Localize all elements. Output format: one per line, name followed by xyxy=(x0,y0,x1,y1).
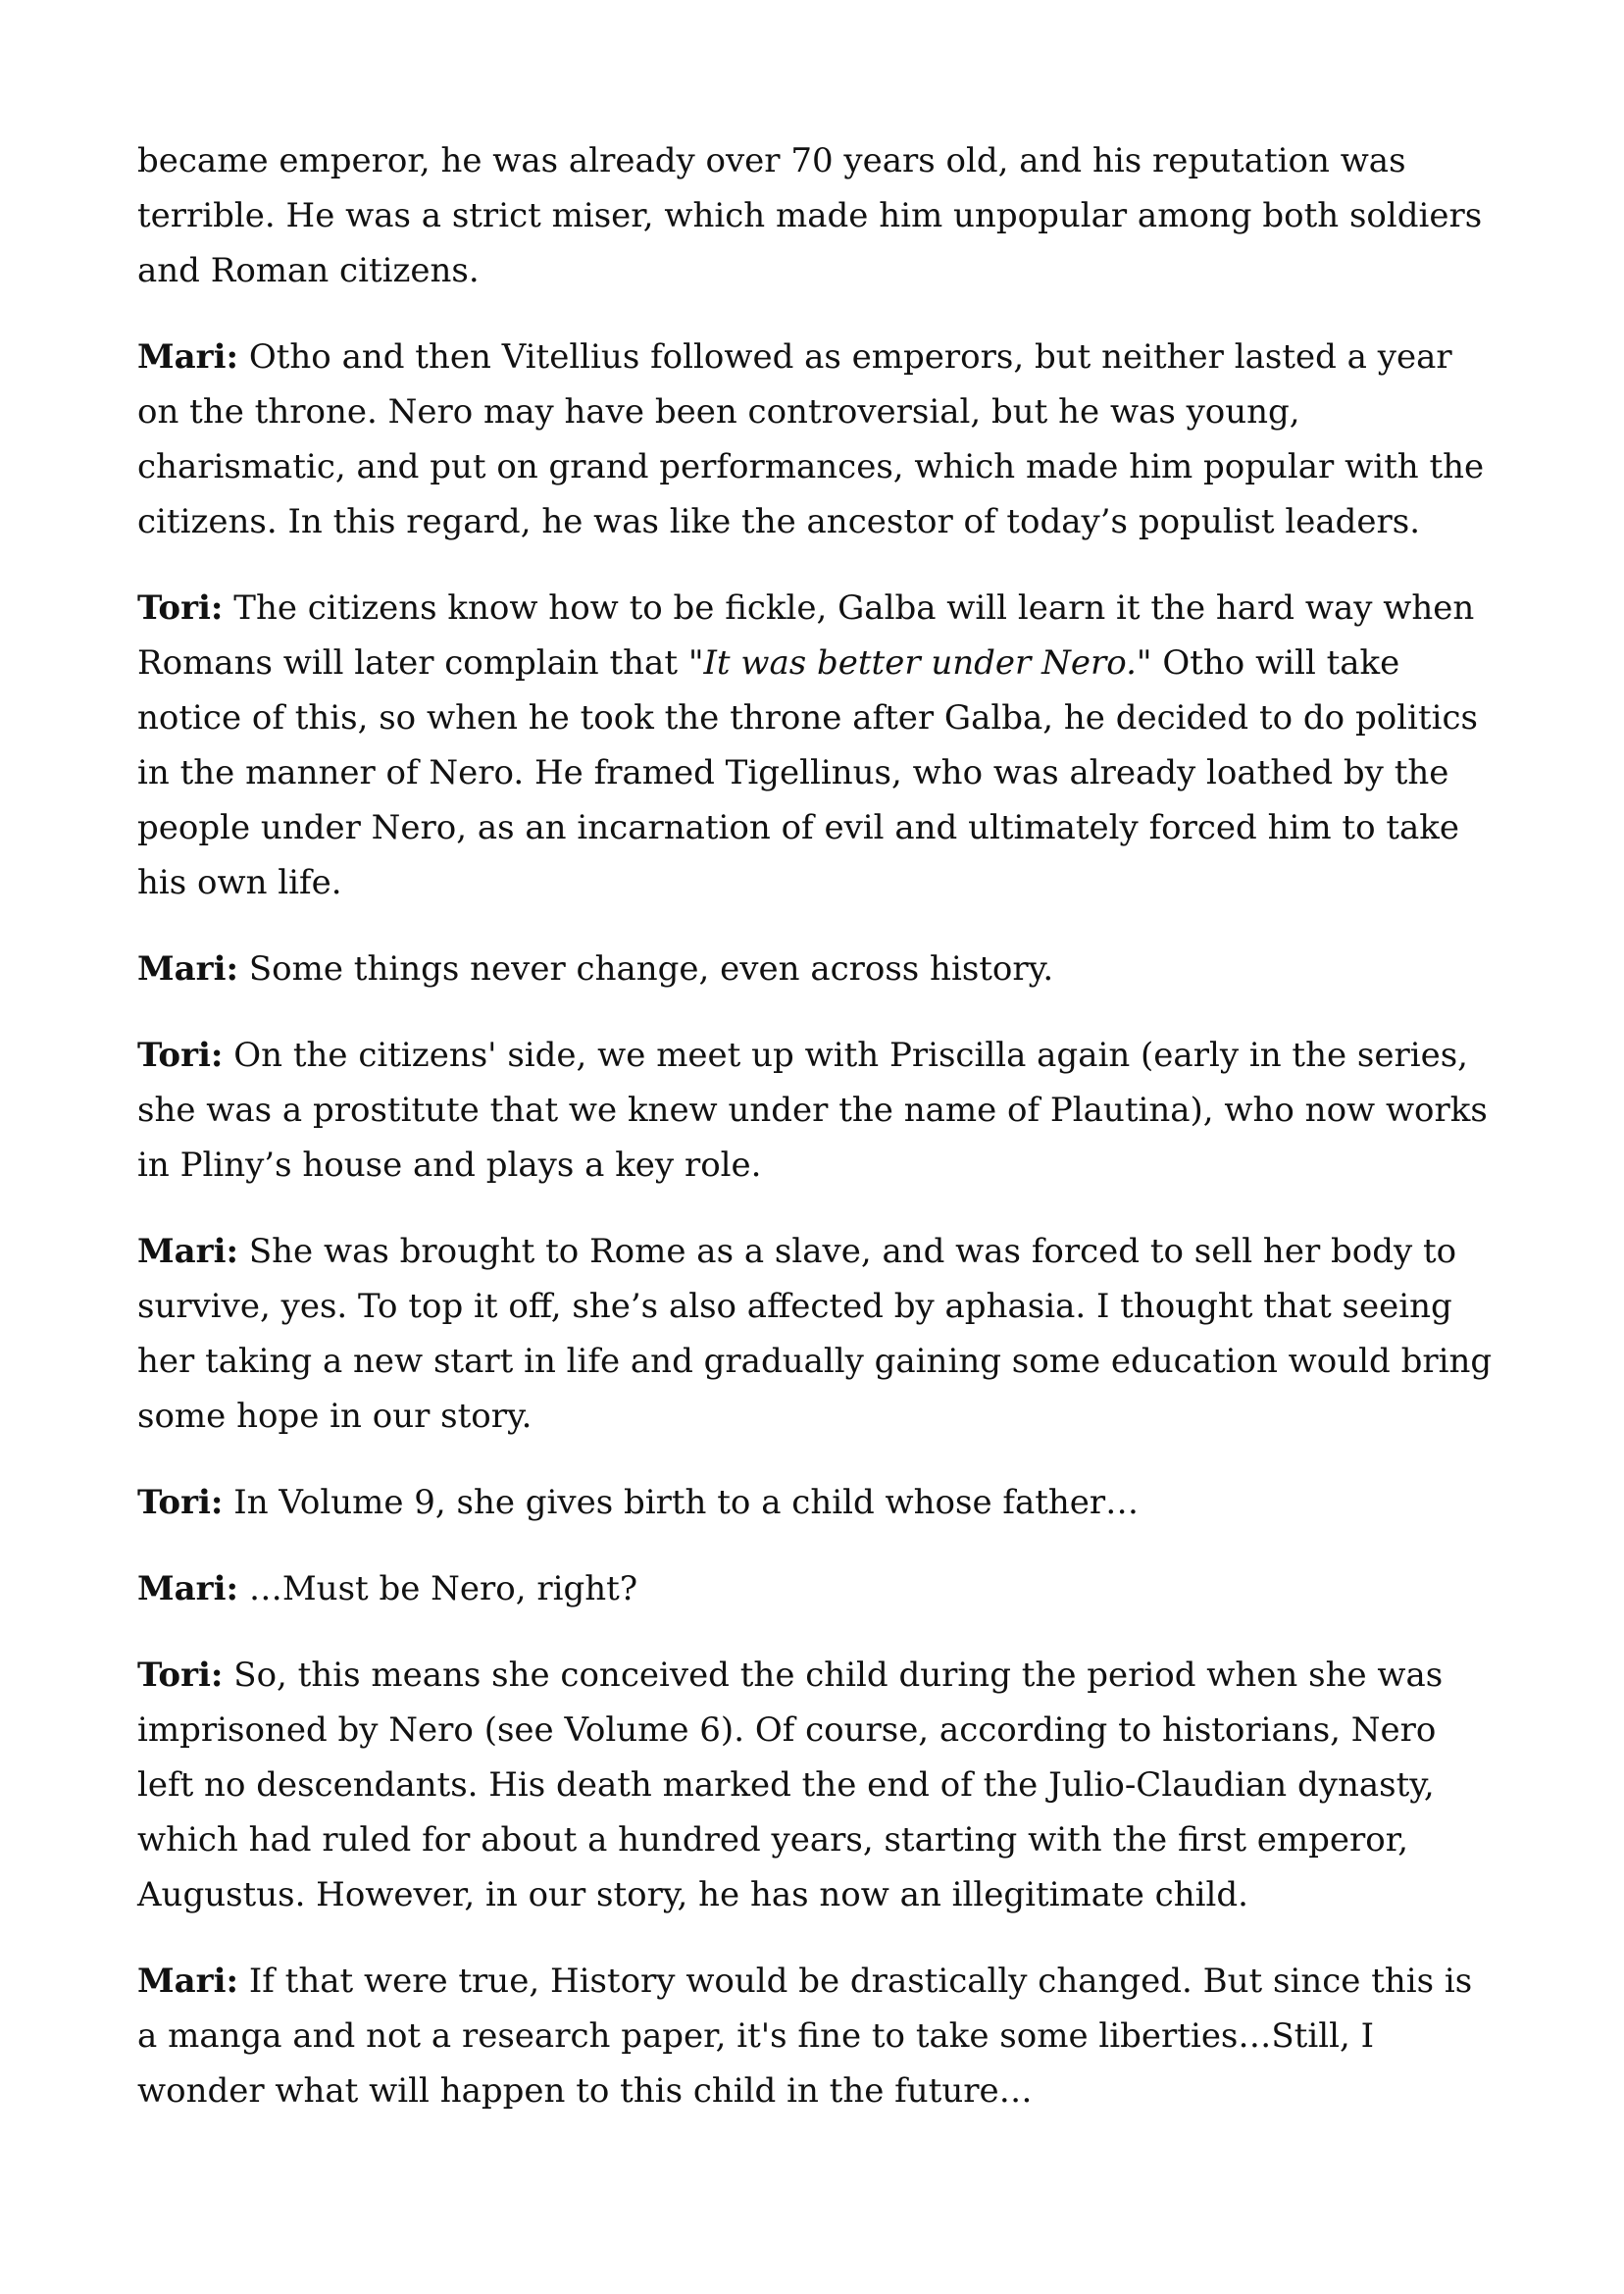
paragraph-text: became emperor, he was already over 70 years old, and his reputation was terrible. He was a strict miser, which made him unpopular among both soldiers and Roman citizens. xyxy=(137,141,1483,290)
dialogue-paragraph xyxy=(137,1475,1500,1530)
speaker-label: Tori: xyxy=(137,1036,224,1075)
dialogue-paragraph xyxy=(137,1648,1500,1922)
paragraph-text: …Must be Nero, right? xyxy=(248,1569,638,1608)
dialogue-paragraph xyxy=(137,1954,1500,2118)
paragraph-continuation xyxy=(137,133,1500,298)
speaker-label: Tori: xyxy=(137,588,224,628)
speaker-label: Tori: xyxy=(137,1483,224,1522)
speaker-label: Mari: xyxy=(137,1962,239,2001)
paragraph-text: Some things never change, even across history. xyxy=(248,949,1054,989)
speaker-label: Mari: xyxy=(137,949,239,989)
paragraph-text: She was brought to Rome as a slave, and was forced to sell her body to survive, yes. To top it off, she’s also affected by aphasia. I thought that seeing her taking a new start in life and gradually gaining some education would bring some hope in our story. xyxy=(137,1232,1493,1436)
dialogue-paragraph xyxy=(137,581,1500,910)
paragraph-text: If that were true, History would be drastically changed. But since this is a manga and not a research paper, it's fine to take some liberties…Still, I wonder what will happen to this child in the future… xyxy=(137,1962,1473,2111)
dialogue-paragraph xyxy=(137,1028,1500,1193)
document-body xyxy=(137,133,1500,2150)
paragraph-text: In Volume 9, she gives birth to a child whose father… xyxy=(233,1483,1140,1522)
dialogue-paragraph xyxy=(137,330,1500,549)
speaker-label: Mari: xyxy=(137,1232,239,1271)
paragraph-text: So, this means she conceived the child during the period when she was imprisoned by Nero (see Volume 6). Of course, according to historians, Nero left no descendants. His death marked the end of the Julio-Claudian dynasty, which had ruled for about a hundred years, starting with the first emperor, Augustus. However, in our story, he has now an illegitimate child. xyxy=(137,1656,1444,1914)
dialogue-paragraph xyxy=(137,1224,1500,1444)
dialogue-paragraph xyxy=(137,942,1500,996)
paragraph-text: Otho will take notice of this, so when he took the throne after Galba, he decided to do politics in the manner of Nero. He framed Tigellinus, who was already loathed by the people under Nero, as an incarnation of evil and ultimately forced him to take his own life. xyxy=(137,643,1478,902)
dialogue-paragraph xyxy=(137,1561,1500,1616)
paragraph-text: On the citizens' side, we meet up with Priscilla again (early in the series, she was a prostitute that we knew under the name of Plautina), who now works in Pliny’s house and plays a key role. xyxy=(137,1036,1488,1185)
speaker-label: Tori: xyxy=(137,1656,224,1695)
paragraph-text: Otho and then Vitellius followed as emperors, but neither lasted a year on the throne. Nero may have been controversial, but he was young, charismatic, and put on grand performances, which made him popular with the citizens. In this regard, he was like the ancestor of today’s populist leaders. xyxy=(137,337,1485,541)
speaker-label: Mari: xyxy=(137,1569,239,1608)
italic-quote: "It was better under Nero." xyxy=(687,643,1152,683)
speaker-label: Mari: xyxy=(137,337,239,377)
paragraph-text: The citizens know how to be fickle, Galba will learn it the hard way when Romans will later complain that xyxy=(137,588,1475,683)
